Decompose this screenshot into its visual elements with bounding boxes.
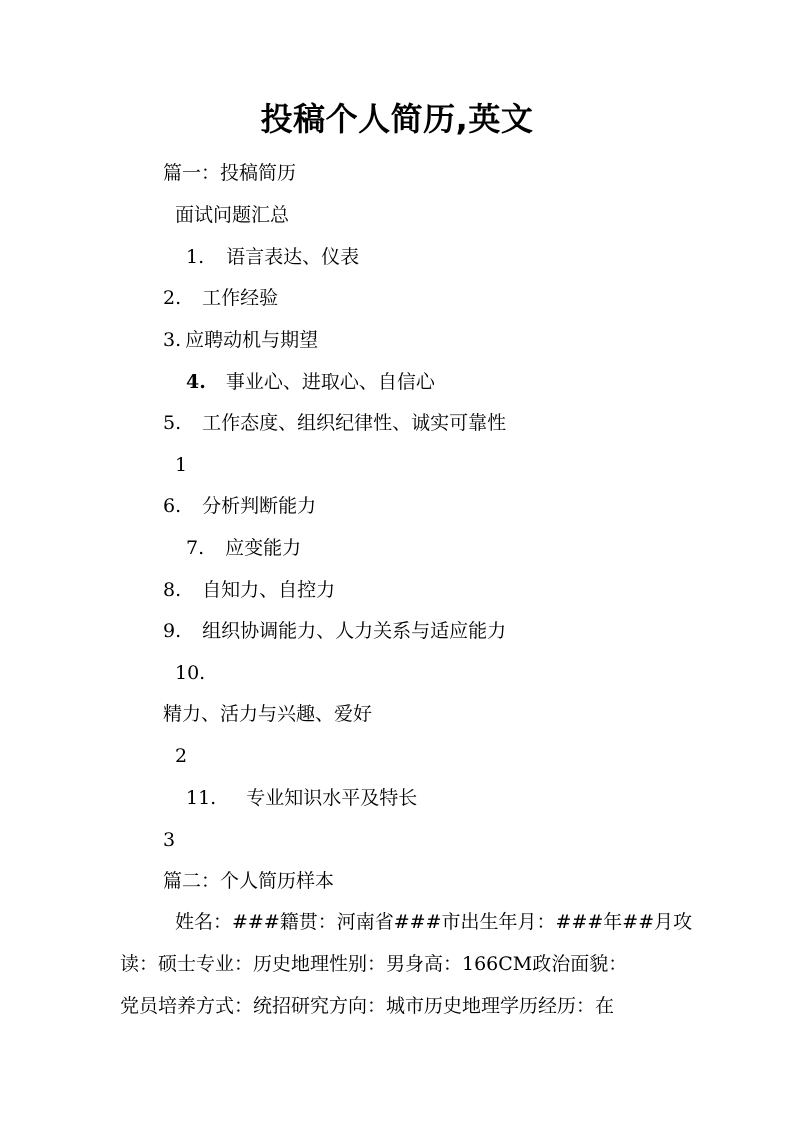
document-title: 投稿个人简历,英文 <box>260 100 534 138</box>
list-item <box>186 243 359 271</box>
list-item-number: 8. <box>163 579 182 601</box>
list-item-number: 5. <box>163 412 182 434</box>
list-item-number: 9. <box>163 620 182 642</box>
body-text-line: 姓名：###籍贯：河南省###市出生年月：###年##月攻 <box>175 911 693 933</box>
list-item <box>186 784 417 812</box>
list-item <box>163 326 318 354</box>
list-item-text: 应变能力 <box>225 537 302 559</box>
list-item <box>186 534 301 562</box>
list-item-text: 工作经验 <box>202 287 279 309</box>
list-item-text: 精力、活力与兴趣、爱好 <box>163 703 373 725</box>
list-item-text: 应聘动机与期望 <box>185 329 319 351</box>
page-marker: 3 <box>163 829 176 851</box>
section-heading-1: 篇一：投稿简历 <box>163 162 297 184</box>
list-item <box>163 617 506 645</box>
list-item-number: 2. <box>163 287 182 309</box>
section-subheading: 面试问题汇总 <box>175 204 290 226</box>
list-item <box>163 409 506 437</box>
list-item-text: 事业心、进取心、自信心 <box>225 371 435 393</box>
list-item-number: 4. <box>186 371 206 393</box>
page-marker: 2 <box>175 745 188 767</box>
list-item-text: 自知力、自控力 <box>202 579 336 601</box>
list-item <box>186 368 435 396</box>
list-item-number: 1. <box>186 246 205 268</box>
list-item-text: 语言表达、仪表 <box>226 246 360 268</box>
list-item-number: 3. <box>163 329 182 351</box>
list-item <box>163 492 316 520</box>
list-item-number: 6. <box>163 495 182 517</box>
list-item-number: 10. <box>175 662 206 684</box>
section-heading-2: 篇二：个人简历样本 <box>163 870 335 892</box>
body-text-line: 读：硕士专业：历史地理性别：男身高：166CM政治面貌： <box>120 953 628 975</box>
list-item-number: 7. <box>186 537 205 559</box>
list-item-number: 11. <box>186 787 217 809</box>
list-item-text: 分析判断能力 <box>202 495 317 517</box>
list-item-text: 专业知识水平及特长 <box>246 787 418 809</box>
list-item <box>163 284 278 312</box>
body-text-line: 党员培养方式：统招研究方向：城市历史地理学历经历：在 <box>120 995 615 1017</box>
list-item-text: 组织协调能力、人力关系与适应能力 <box>202 620 507 642</box>
list-item <box>163 576 335 604</box>
page-marker: 1 <box>175 454 188 476</box>
list-item-text: 工作态度、组织纪律性、诚实可靠性 <box>202 412 507 434</box>
